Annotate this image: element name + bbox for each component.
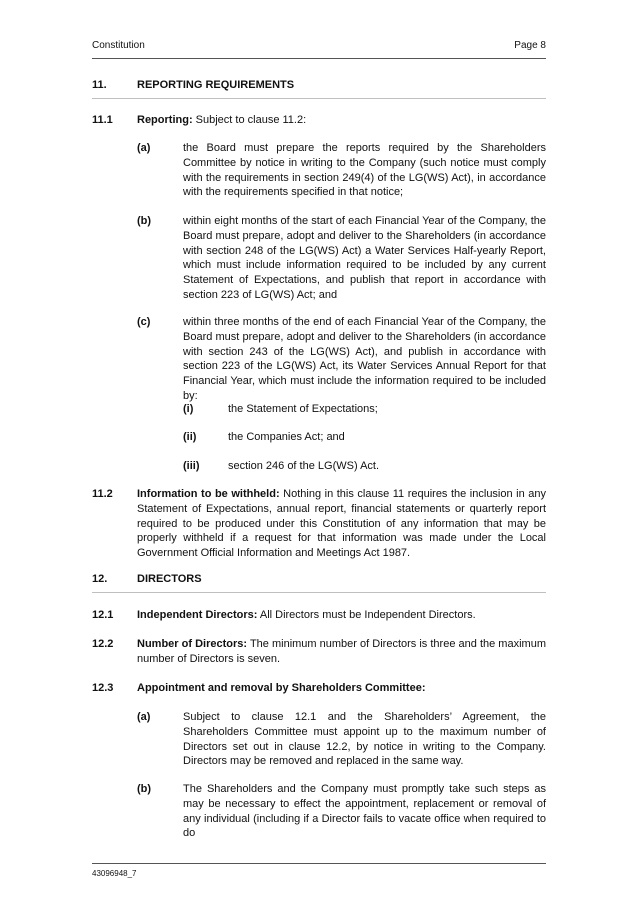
section-11-heading bbox=[92, 79, 546, 99]
clause-text: The minimum number of Directors is three and the maximum number of Directors is seven. bbox=[137, 638, 546, 665]
section-number: 11. bbox=[92, 79, 107, 91]
subparagraph-text: the Statement of Expectations; bbox=[228, 403, 378, 415]
page-footer bbox=[92, 863, 546, 878]
clause-lead: Appointment and removal by Shareholders Committee: bbox=[137, 682, 426, 694]
paragraph-text: the Board must prepare the reports required by the Shareholders Committee by notice in writing to the Company (such notice must comply with the requirements in section 249(4) of the LG(WS) Act), in accordance with the requirements specified in that notice; bbox=[183, 142, 546, 199]
paragraph-label: (c) bbox=[137, 316, 151, 328]
page-header bbox=[92, 38, 546, 59]
paragraph-label: (b) bbox=[137, 783, 152, 795]
paragraph-text: The Shareholders and the Company must promptly take such steps as may be necessary to effect the appointment, replacement or removal of any individual (including if a Director fails to vacate office when required to do bbox=[183, 783, 546, 840]
paragraph-text: within three months of the end of each Financial Year of the Company, the Board must prepare, adopt and deliver to the Shareholders (in accordance with section 243 of the LG(WS) Act), and publish in accordance with section 223 of the LG(WS) Act, its Water Services Annual Report for that Financial Year, which must include the information required to be included by: bbox=[183, 316, 546, 402]
clause-text: All Directors must be Independent Directors. bbox=[257, 609, 476, 621]
paragraph-11-1-b bbox=[137, 214, 546, 303]
paragraph-label: (a) bbox=[137, 142, 151, 154]
clause-lead: Reporting: bbox=[137, 114, 193, 126]
clause-lead: Number of Directors: bbox=[137, 638, 248, 650]
subparagraph-label: (iii) bbox=[183, 460, 200, 472]
clause-11-2 bbox=[92, 487, 546, 561]
subparagraph-label: (i) bbox=[183, 403, 194, 415]
subparagraph-text: section 246 of the LG(WS) Act. bbox=[228, 460, 380, 472]
section-number: 12. bbox=[92, 573, 108, 585]
section-12-heading bbox=[92, 573, 546, 593]
clause-number: 12.1 bbox=[92, 609, 114, 621]
clause-12-2 bbox=[92, 637, 546, 667]
clause-lead: Information to be withheld: bbox=[137, 488, 280, 500]
clause-text: Nothing in this clause 11 requires the inclusion in any Statement of Expectations, annual report, financial statements or quarterly report required to be produced under this Constitution of any information that may be properly withheld if a request for that information was made under the Local Government Official Information and Meetings Act 1987. bbox=[137, 488, 546, 560]
clause-lead: Independent Directors: bbox=[137, 609, 258, 621]
subparagraph-label: (ii) bbox=[183, 431, 197, 443]
subparagraph-11-1-c-i bbox=[183, 402, 546, 417]
section-title: DIRECTORS bbox=[137, 573, 202, 585]
paragraph-11-1-c bbox=[137, 315, 546, 404]
paragraph-label: (a) bbox=[137, 711, 151, 723]
clause-12-3 bbox=[92, 681, 546, 696]
page-number: Page 8 bbox=[514, 40, 546, 51]
subparagraph-text: the Companies Act; and bbox=[228, 431, 345, 443]
paragraph-12-3-a bbox=[137, 710, 546, 769]
clause-number: 11.2 bbox=[92, 488, 113, 500]
paragraph-text: Subject to clause 12.1 and the Shareholders’ Agreement, the Shareholders Committee must appoint up to the maximum number of Directors set out in clause 12.2, by notice in writing to the Company. Directors may be removed and replaced in the same way. bbox=[183, 711, 546, 768]
clause-number: 12.2 bbox=[92, 638, 114, 650]
paragraph-label: (b) bbox=[137, 215, 152, 227]
document-number: 43096948_7 bbox=[92, 869, 137, 878]
paragraph-text: within eight months of the start of each Financial Year of the Company, the Board must prepare, adopt and deliver to the Shareholders (in accordance with section 248 of the LG(WS) Act) a Water Services Half-yearly Report, which must include information required to be included by any current Statement of Expectations, and publish that report in accordance with section 223 of LG(WS) Act; and bbox=[183, 215, 546, 301]
paragraph-12-3-b bbox=[137, 782, 546, 841]
clause-11-1 bbox=[92, 113, 546, 128]
subparagraph-11-1-c-iii bbox=[183, 459, 546, 474]
clause-number: 11.1 bbox=[92, 114, 113, 126]
clause-number: 12.3 bbox=[92, 682, 114, 694]
clause-text: Subject to clause 11.2: bbox=[192, 114, 307, 126]
clause-12-1 bbox=[92, 608, 546, 623]
paragraph-11-1-a bbox=[137, 141, 546, 200]
section-title: REPORTING REQUIREMENTS bbox=[137, 79, 295, 91]
subparagraph-11-1-c-ii bbox=[183, 430, 546, 445]
document-title: Constitution bbox=[92, 40, 145, 51]
